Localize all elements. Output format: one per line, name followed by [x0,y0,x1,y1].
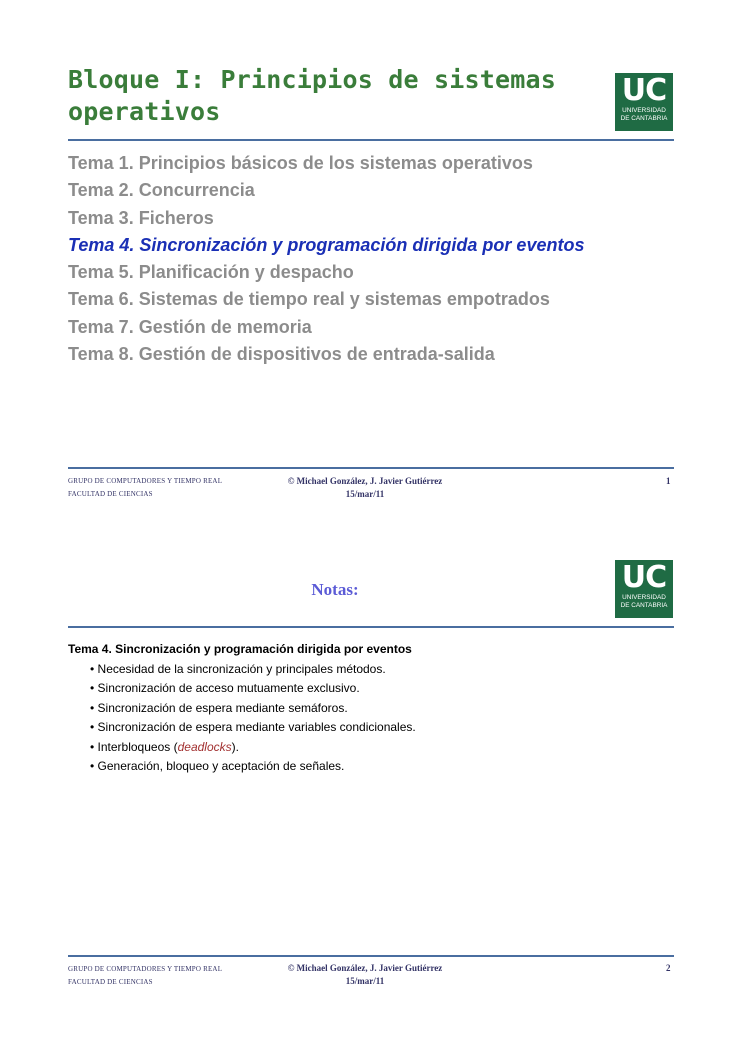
footer-faculty: FACULTAD DE CIENCIAS [68,978,153,986]
notes-bullet [90,738,416,757]
uc-logo [615,560,673,618]
footer-rule [68,467,674,469]
footer-date: 15/mar/11 [345,489,385,499]
topic-item: Tema 8. Gestión de dispositivos de entrada-salida [68,344,495,365]
topic-item: Tema 3. Ficheros [68,207,214,228]
footer-authors: © Michael González, J. Javier Gutiérrez [287,963,443,973]
logo-mark: UC [621,560,667,595]
topic-item: Tema 1. Principios básicos de los sistemas operativos [68,153,533,173]
notes-bullet-list [90,660,416,776]
footer-authors: © Michael González, J. Javier Gutiérrez [287,476,443,486]
slide1-title: Bloque I: Principios de sistemas operativos [68,65,557,126]
logo-line-2: DE CANTABRIA [620,602,668,609]
bullet-suffix: ). [231,739,239,754]
topic-item-current: Tema 4. Sincronización y programación dirigida por eventos [68,234,585,255]
topic-list [68,150,584,368]
topic-item: Tema 2. Concurrencia [68,180,255,201]
title-rule [68,139,674,141]
footer-date: 15/mar/11 [345,976,385,986]
logo-line-1: UNIVERSIDAD [622,107,666,114]
footer-group: GRUPO DE COMPUTADORES Y TIEMPO REAL [68,477,223,485]
footer-page-number: 2 [666,963,671,973]
notes-title: Notas: [311,580,359,599]
notes-bullet: • Sincronización de acceso mutuamente exclusivo. [90,681,360,696]
footer-group: GRUPO DE COMPUTADORES Y TIEMPO REAL [68,965,223,973]
notes-heading: Tema 4. Sincronización y programación dirigida por eventos [68,642,412,656]
deadlocks-term: deadlocks [177,739,232,754]
logo-mark: UC [621,73,667,108]
notes-rule [68,626,674,628]
footer-faculty: FACULTAD DE CIENCIAS [68,490,153,498]
footer-page-number: 1 [666,476,671,486]
logo-line-1: UNIVERSIDAD [622,594,666,601]
uc-logo [615,73,673,131]
notes-bullet: • Sincronización de espera mediante variables condicionales. [90,720,416,735]
notes-bullet: • Necesidad de la sincronización y principales métodos. [90,662,386,676]
footer-rule [68,955,674,957]
bullet-prefix: • Interbloqueos ( [90,739,178,754]
logo-line-2: DE CANTABRIA [620,115,668,122]
notes-bullet: • Generación, bloqueo y aceptación de señales. [90,759,345,774]
topic-item: Tema 5. Planificación y despacho [68,262,354,283]
topic-item: Tema 6. Sistemas de tiempo real y sistemas empotrados [68,289,550,310]
notes-bullet: • Sincronización de espera mediante semáforos. [90,700,348,715]
topic-item: Tema 7. Gestión de memoria [68,316,312,337]
